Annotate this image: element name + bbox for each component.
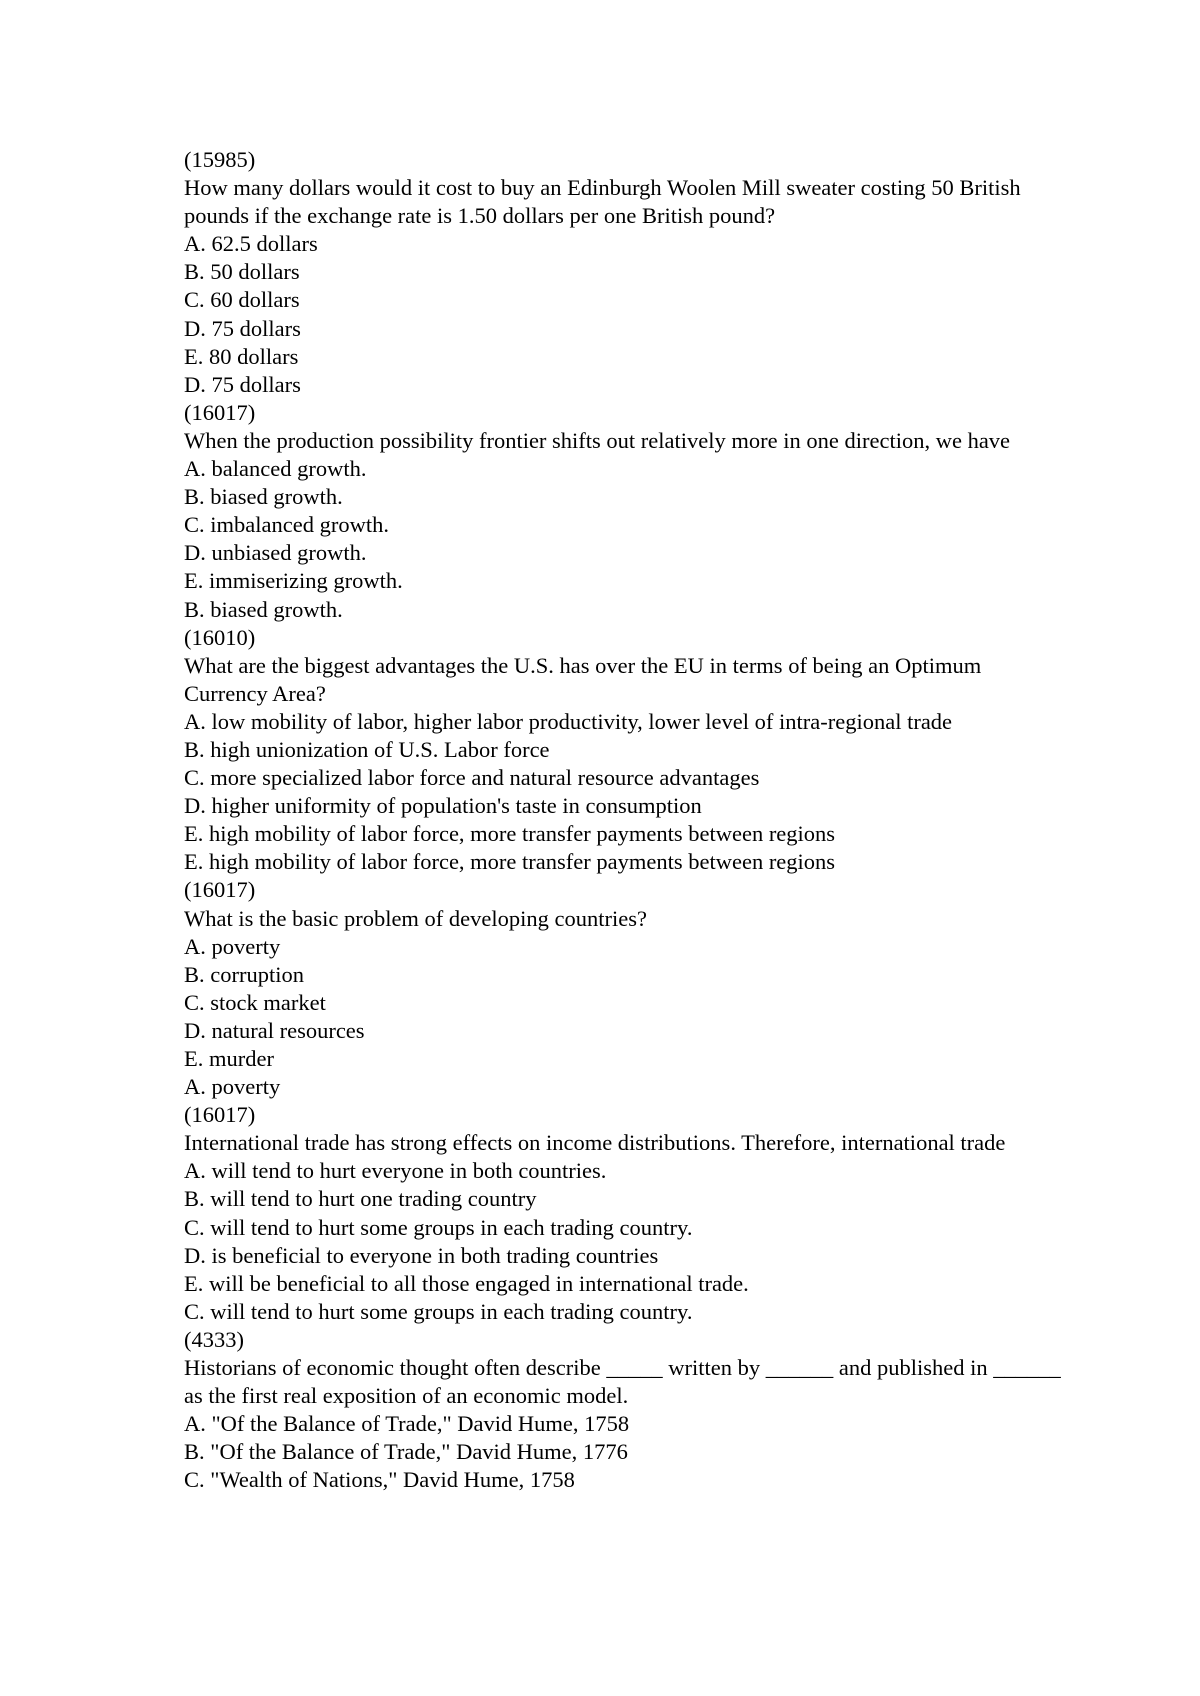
option-a: A. poverty — [184, 933, 281, 959]
option-d: D. natural resources — [184, 1017, 365, 1043]
option-e: E. high mobility of labor force, more transfer payments between regions — [184, 821, 836, 847]
option-c: C. more specialized labor force and natural resource advantages — [184, 765, 760, 791]
question-text: How many dollars would it cost to buy an Edinburgh Woolen Mill sweater costing 50 British pounds if the exchange rate is 1.50 dollars per one British pound? — [184, 175, 1021, 229]
question-block — [184, 876, 1064, 1101]
question-list — [184, 146, 1064, 1495]
option-e: E. immiserizing growth. — [184, 568, 403, 594]
option-c: C. 60 dollars — [184, 287, 300, 313]
option-a: A. balanced growth. — [184, 456, 367, 482]
option-c: C. "Wealth of Nations," David Hume, 1758 — [184, 1467, 575, 1493]
option-b: B. high unionization of U.S. Labor force — [184, 736, 550, 762]
question-block — [184, 146, 1064, 399]
answer-line: C. will tend to hurt some groups in each trading country. — [184, 1298, 693, 1324]
question-block — [184, 624, 1064, 877]
option-b: B. biased growth. — [184, 484, 343, 510]
option-c: C. stock market — [184, 989, 326, 1015]
question-id: (15985) — [184, 147, 256, 172]
question-text: What are the biggest advantages the U.S. has over the EU in terms of being an Optimum Currency Area? — [184, 652, 982, 706]
question-text: Historians of economic thought often describe _____ written by ______ and published in ______ as the first real exposition of an economic model. — [184, 1355, 1061, 1409]
option-d: D. higher uniformity of population's taste in consumption — [184, 793, 702, 819]
option-d: D. is beneficial to everyone in both trading countries — [184, 1242, 659, 1268]
question-id: (4333) — [184, 1326, 244, 1352]
answer-line: D. 75 dollars — [184, 371, 301, 397]
option-a: A. "Of the Balance of Trade," David Hume, 1758 — [184, 1411, 630, 1437]
option-d: D. 75 dollars — [184, 315, 301, 341]
option-c: C. imbalanced growth. — [184, 512, 389, 538]
option-a: A. 62.5 dollars — [184, 231, 318, 257]
option-e: E. murder — [184, 1046, 274, 1071]
option-b: B. "Of the Balance of Trade," David Hume, 1776 — [184, 1439, 628, 1465]
option-b: B. corruption — [184, 961, 304, 987]
option-e: E. 80 dollars — [184, 343, 299, 369]
question-block — [184, 399, 1064, 624]
option-c: C. will tend to hurt some groups in each trading country. — [184, 1214, 693, 1240]
question-text: When the production possibility frontier shifts out relatively more in one direction, we have — [184, 427, 1011, 453]
option-e: E. will be beneficial to all those engaged in international trade. — [184, 1270, 749, 1296]
question-id: (16017) — [184, 877, 256, 903]
option-a: A. will tend to hurt everyone in both countries. — [184, 1158, 607, 1184]
option-d: D. unbiased growth. — [184, 540, 367, 566]
answer-line: A. poverty — [184, 1074, 281, 1100]
question-id: (16017) — [184, 399, 256, 425]
question-block — [184, 1326, 1064, 1495]
option-a: A. low mobility of labor, higher labor productivity, lower level of intra-regional trade — [184, 708, 953, 734]
question-text: What is the basic problem of developing countries? — [184, 905, 647, 931]
question-block — [184, 1101, 1064, 1326]
answer-line: B. biased growth. — [184, 596, 343, 622]
answer-line: E. high mobility of labor force, more transfer payments between regions — [184, 849, 836, 875]
question-id: (16017) — [184, 1102, 256, 1128]
question-id: (16010) — [184, 624, 256, 650]
option-b: B. will tend to hurt one trading country — [184, 1186, 537, 1212]
option-b: B. 50 dollars — [184, 259, 300, 285]
question-text: International trade has strong effects on income distributions. Therefore, international trade — [184, 1130, 1006, 1156]
